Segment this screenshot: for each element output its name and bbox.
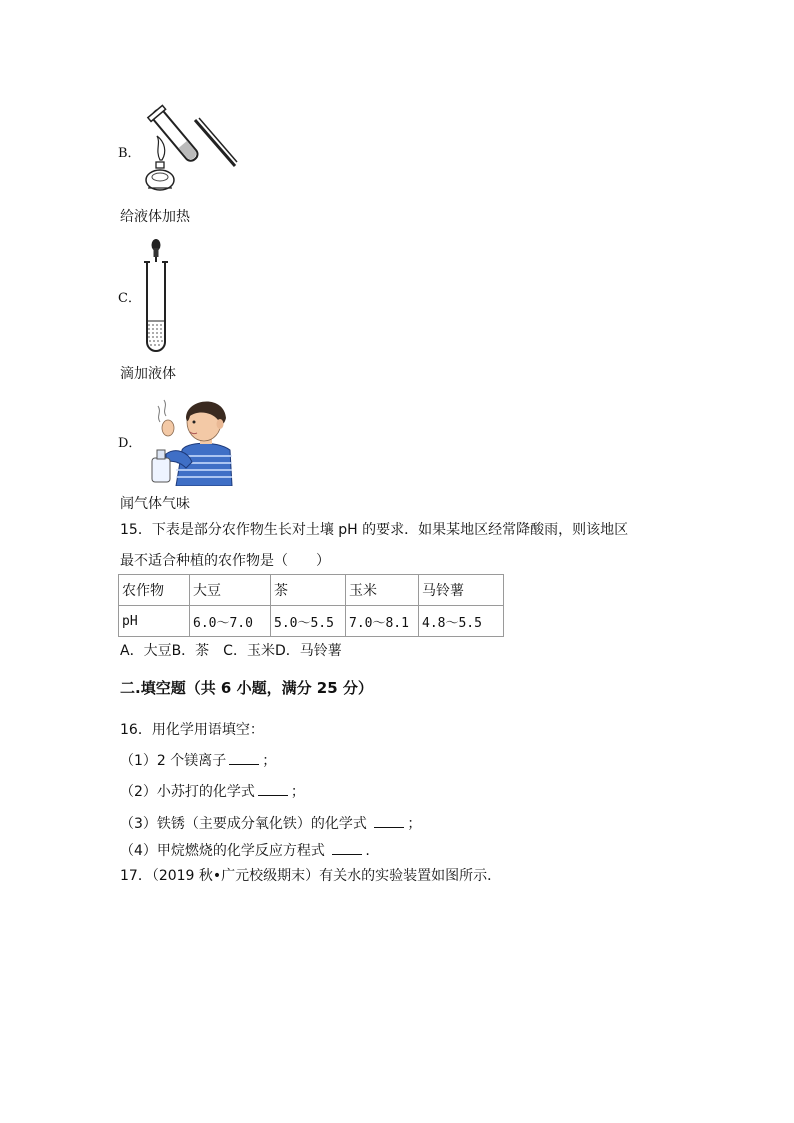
q16-item-punct: . [365,843,370,859]
heating-liquid-icon [143,98,239,196]
q16-item-text: （3）铁锈（主要成分氧化铁）的化学式 [120,816,372,832]
q16-item-3 [120,813,421,833]
dropper-icon [140,238,176,354]
q16-item-text: （4）甲烷燃烧的化学反应方程式 [120,843,330,859]
section-title: 二.填空题（共 6 小题，满分 25 分） [120,679,373,697]
q16-item-1 [120,750,276,770]
answer-blank[interactable] [332,840,362,855]
table-cell: 6.0～7.0 [190,606,271,637]
answer-blank[interactable] [229,750,259,765]
q16-item-4 [120,840,370,860]
smelling-gas-icon [146,392,236,486]
answer-blank[interactable] [258,781,288,796]
q15-answer-options: A．大豆B．茶 C．玉米D．马铃薯 [120,643,342,659]
table-row [119,606,504,637]
q16-item-text: （2）小苏打的化学式 [120,784,255,800]
q15-stem-line2: 最不适合种植的农作物是（ ） [120,553,330,569]
crop-ph-table [118,574,504,637]
table-cell: 马铃薯 [419,575,504,606]
q16-stem: 16．用化学用语填空： [120,722,264,738]
q15-stem-line1: 15．下表是部分农作物生长对土壤 pH 的要求．如果某地区经常降酸雨，则该地区 [120,522,629,538]
table-cell: 大豆 [190,575,271,606]
option-d-caption: 闻气体气味 [120,496,190,512]
table-row [119,575,504,606]
option-d-letter: D． [118,436,142,451]
table-cell: 茶 [271,575,346,606]
q16-item-text: （1）2 个镁离子 [120,753,227,769]
q16-item-punct: ； [407,816,422,832]
table-cell: 5.0～5.5 [271,606,346,637]
option-c-letter: C． [118,291,141,306]
table-cell: 7.0～8.1 [346,606,419,637]
option-b-letter: B． [118,146,141,161]
q16-item-punct: ； [290,784,305,800]
table-cell: 玉米 [346,575,419,606]
option-c-caption: 滴加液体 [120,366,176,382]
table-cell: pH [119,606,190,637]
q16-item-punct: ； [262,753,277,769]
answer-blank[interactable] [374,813,404,828]
q17-stem: 17．（2019 秋•广元校级期末）有关水的实验装置如图所示． [120,868,502,884]
table-cell: 4.8～5.5 [419,606,504,637]
table-cell: 农作物 [119,575,190,606]
q16-item-2 [120,781,305,801]
option-b-caption: 给液体加热 [120,209,190,225]
